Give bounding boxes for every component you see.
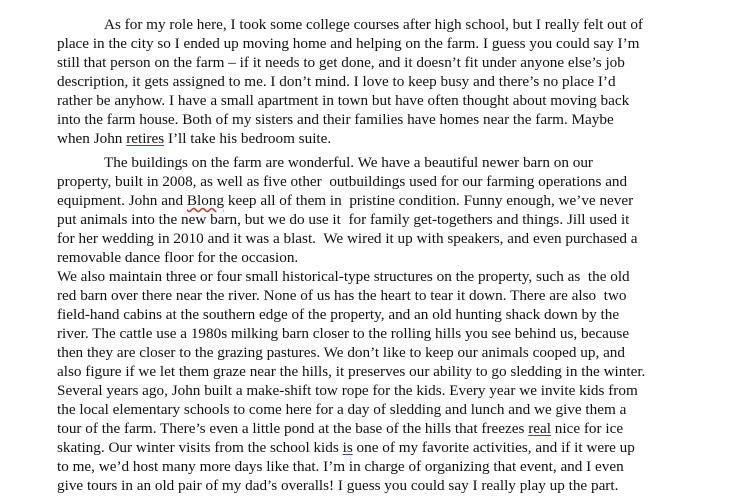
spelling-error-word: Blong — [186, 192, 225, 209]
text-line — [57, 305, 619, 324]
text-line — [57, 343, 625, 362]
text-line — [57, 267, 630, 286]
text-run: We also maintain three or four small historical-type structures on the property, such as the old — [57, 268, 630, 285]
text-run: for her wedding in 2010 and it was a blast. We wired it up with speakers, and even purchased a — [57, 230, 638, 247]
text-run: I’ll take his bedroom suite. — [164, 130, 332, 147]
text-line — [57, 419, 623, 438]
text-run: place in the city so I ended up moving home and helping on the farm. I guess you could say I’m — [57, 35, 640, 52]
text-run: The buildings on the farm are wonderful. We have a beautiful newer barn on our — [104, 154, 593, 171]
text-run: red barn over there near the river. None of us has the heart to tear it down. There are also two — [57, 287, 627, 304]
grammar-flag-word: retires — [126, 130, 165, 147]
text-run: equipment. John and — [57, 192, 187, 209]
text-line — [57, 286, 626, 305]
text-line — [57, 72, 616, 91]
grammar-flag-word: is — [342, 439, 353, 456]
text-run: description, it gets assigned to me. I don’t mind. I love to keep busy and there’s no place I’d — [57, 73, 616, 90]
text-run: also figure if we let them graze near the hills, it preserves our ability to go sledding in the winter. — [57, 363, 646, 380]
text-line — [57, 400, 626, 419]
text-line — [57, 34, 639, 53]
text-run: then they are closer to the grazing pastures. We don’t like to keep our animals cooped up, and — [57, 344, 625, 361]
text-run: removable dance floor for the occasion. — [57, 249, 299, 266]
text-line — [57, 129, 331, 148]
text-run: rather be anyhow. I have a small apartment in town but have often thought about moving back — [57, 92, 630, 109]
text-run: keep all of them in pristine condition. Funny enough, we’ve never — [224, 192, 634, 209]
text-line — [57, 381, 638, 400]
text-line — [57, 53, 625, 72]
text-line — [104, 15, 643, 34]
text-line — [57, 457, 624, 476]
text-line — [57, 172, 627, 191]
text-run: to me, we’d host many more days like that. I’m in charge of organizing that event, and I even — [57, 458, 624, 475]
text-run: skating. Our winter visits from the school kids — [57, 439, 343, 456]
text-run: into the farm house. Both of my sisters and their families have homes near the farm. Maybe — [57, 111, 614, 128]
text-line — [57, 91, 629, 110]
text-line — [57, 210, 629, 229]
text-line — [57, 476, 618, 495]
text-run: tour of the farm. There’s even a little pond at the base of the hills that freezes — [57, 420, 529, 437]
grammar-flag-word: real — [528, 420, 551, 437]
text-run: Several years ago, John built a make-shift tow rope for the kids. Every year we invite kids from — [57, 382, 638, 399]
text-line — [57, 248, 298, 267]
text-line — [104, 153, 593, 172]
text-line — [57, 324, 629, 343]
text-run: the local elementary schools to come here for a day of sledding and lunch and we give them a — [57, 401, 627, 418]
text-run: property, built in 2008, as well as five other outbuildings used for our farming operations and — [57, 173, 628, 190]
text-line — [57, 438, 635, 457]
text-run: one of my favorite activities, and if it were up — [352, 439, 635, 456]
text-line — [57, 191, 633, 210]
text-run: nice for ice — [550, 420, 624, 437]
text-run: give tours in an old pair of my dad’s overalls! I guess you could say I really play up the part. — [57, 477, 619, 494]
text-run: field-hand cabins at the southern edge of the property, and an old hunting shack down by the — [57, 306, 620, 323]
text-line — [57, 110, 614, 129]
text-run: still that person on the farm – if it needs to get done, and it doesn’t fit under anyone else’s job — [57, 54, 625, 71]
text-line — [57, 362, 645, 381]
text-line — [57, 229, 638, 248]
text-run: river. The cattle use a 1980s milking barn closer to the rolling hills you see behind us, because — [57, 325, 630, 342]
text-run: put animals into the new barn, but we do use it for family get-togethers and things. Jill used it — [57, 211, 630, 228]
text-run: As for my role here, I took some college courses after high school, but I really felt out of — [104, 16, 643, 33]
text-run: when John — [57, 130, 127, 147]
